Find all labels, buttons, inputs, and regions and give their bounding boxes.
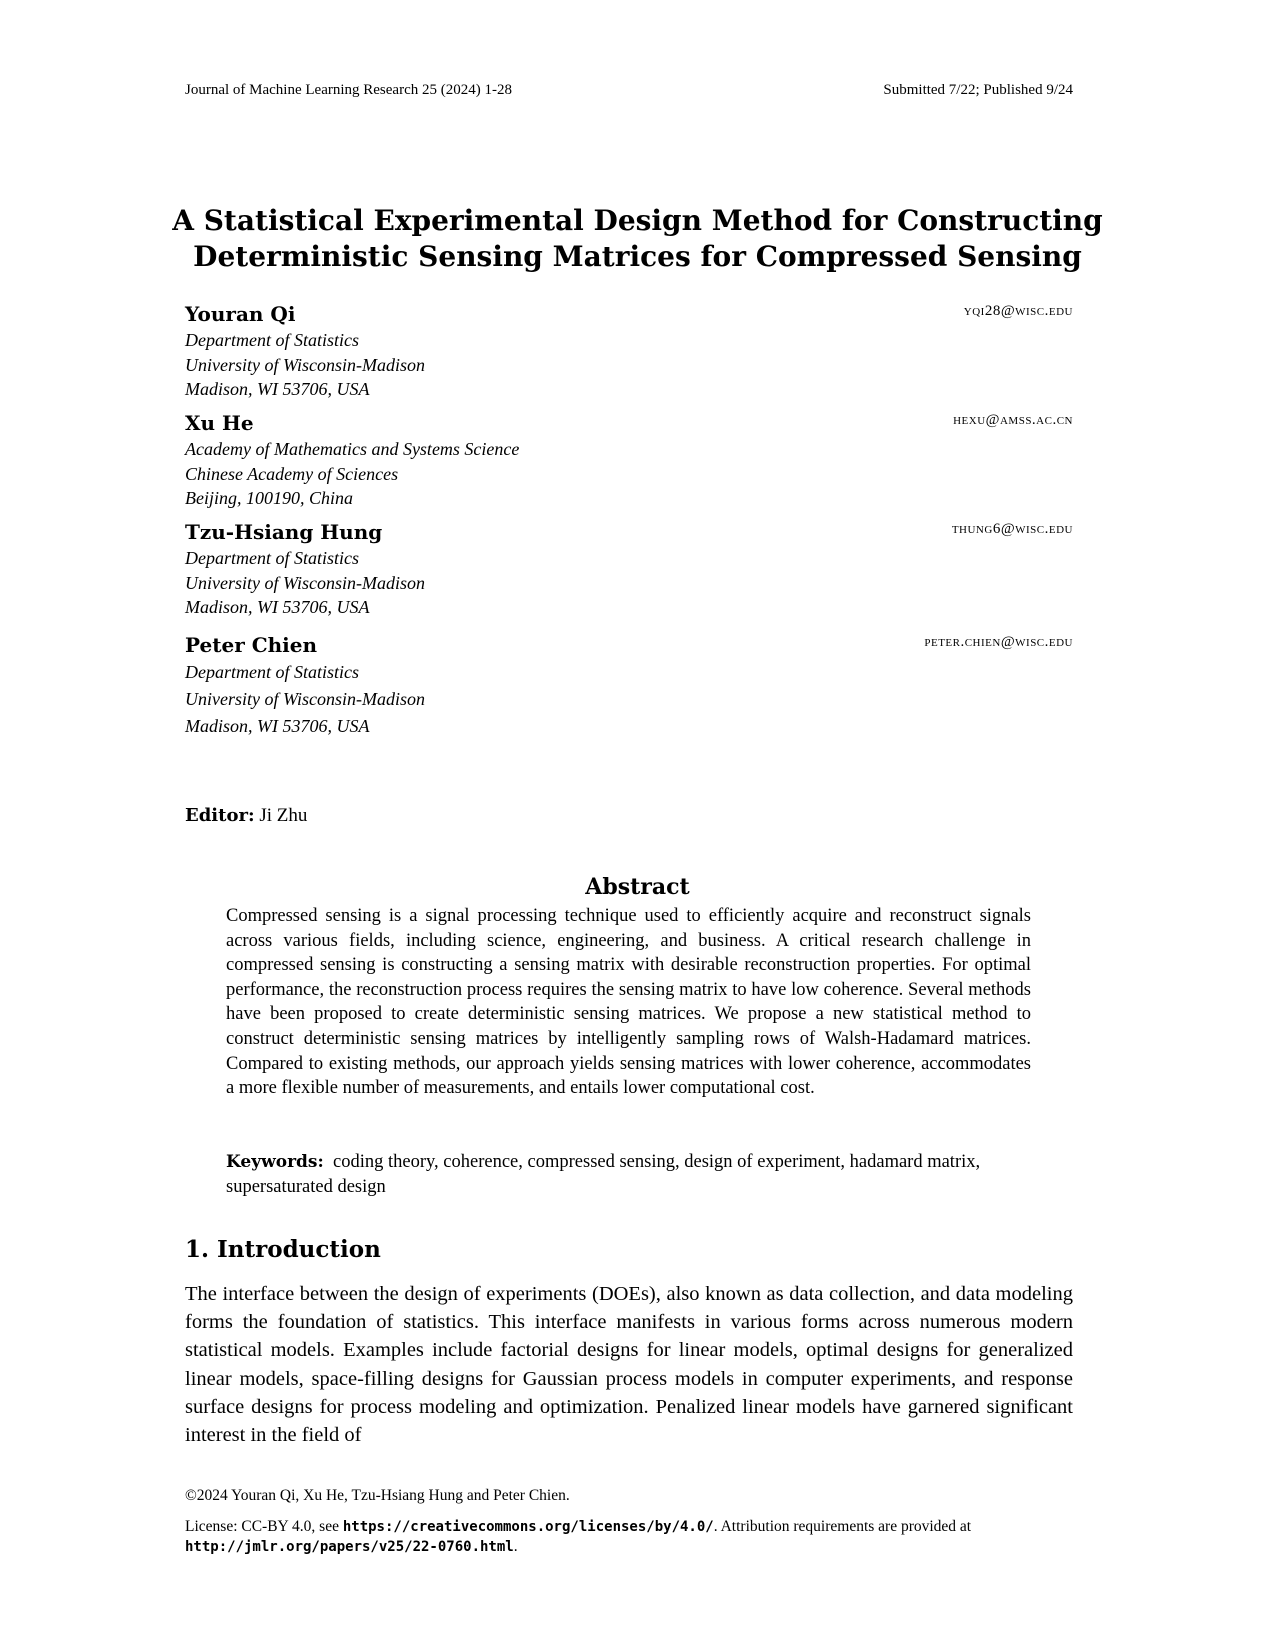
affiliation-line: Madison, WI 53706, USA <box>185 716 370 736</box>
keywords-label: Keywords: <box>226 1152 324 1172</box>
journal-header: Journal of Machine Learning Research 25 (2024) 1-28 <box>185 82 512 98</box>
affiliation-line: Chinese Academy of Sciences <box>185 463 399 484</box>
affiliation-line: University of Wisconsin-Madison <box>185 689 425 709</box>
author-email: yqi28@wisc.edu <box>963 303 1073 319</box>
affiliation-line: Beijing, 100190, China <box>185 488 353 508</box>
license-notice <box>185 1517 1075 1557</box>
author-email: thung6@wisc.edu <box>951 521 1073 537</box>
paper-title <box>150 203 1125 275</box>
keywords <box>226 1150 1031 1199</box>
title-line-2: Deterministic Sensing Matrices for Compressed Sensing <box>193 240 1082 273</box>
abstract-heading: Abstract <box>585 874 690 900</box>
attribution-link[interactable]: http://jmlr.org/papers/v25/22-0760.html <box>185 1539 514 1555</box>
affiliation-line: Department of Statistics <box>185 548 359 568</box>
author-name: Youran Qi <box>185 302 296 326</box>
title-line-1: A Statistical Experimental Design Method for Constructing <box>172 204 1103 237</box>
author-name: Xu He <box>185 411 254 435</box>
license-prefix: License: CC-BY 4.0, see <box>185 1518 339 1535</box>
abstract-text: Compressed sensing is a signal processing technique used to efficiently acquire and reconstruct signals across various fields, including science, engineering, and business. A critical research challenge in compressed sensing is constructing a sensing matrix with desirable reconstruction properties. For optimal performance, the reconstruction process requires the sensing matrix to have low coherence. Several methods have been proposed to create deterministic sensing matrices. We propose a new statistical method to construct deterministic sensing matrices by intelligently sampling rows of Walsh-Hadamard matrices. Compared to existing methods, our approach yields sensing matrices with lower coherence, accommodates a more flexible number of measurements, and entails lower computational cost. <box>226 906 1031 1099</box>
submission-dates: Submitted 7/22; Published 9/24 <box>883 82 1073 98</box>
section-heading: 1. Introduction <box>185 1236 381 1263</box>
editor-line <box>185 805 307 827</box>
editor-name: Ji Zhu <box>259 805 308 826</box>
license-end: . <box>513 1538 518 1555</box>
keywords-list: coding theory, coherence, compressed sensing, design of experiment, hadamard matrix, supersaturated design <box>226 1152 981 1197</box>
license-mid: . Attribution requirements are provided at <box>713 1518 972 1535</box>
author-email: peter.chien@wisc.edu <box>924 634 1073 650</box>
affiliation-line: Department of Statistics <box>185 662 359 682</box>
author-block <box>185 301 1073 402</box>
author-block <box>185 410 1073 511</box>
author-block <box>185 519 1073 620</box>
affiliation-line: Academy of Mathematics and Systems Science <box>185 439 520 459</box>
section-body: The interface between the design of experiments (DOEs), also known as data collection, and data modeling forms the foundation of statistics. This interface manifests in various forms across numerous modern statistical models. Examples include factorial designs for linear models, optimal designs for generalized linear models, space-filling designs for Gaussian process models in computer experiments, and response surface designs for process modeling and optimization. Penalized linear models have garnered significant interest in the field of <box>185 1283 1073 1447</box>
author-email: hexu@amss.ac.cn <box>953 412 1073 428</box>
author-block <box>185 632 1073 740</box>
affiliation-line: Madison, WI 53706, USA <box>185 379 370 399</box>
affiliation-line: University of Wisconsin-Madison <box>185 572 425 593</box>
copyright-notice: ©2024 Youran Qi, Xu He, Tzu-Hsiang Hung and Peter Chien. <box>185 1487 570 1504</box>
affiliation-line: Madison, WI 53706, USA <box>185 597 370 617</box>
author-name: Peter Chien <box>185 633 318 657</box>
editor-label: Editor: <box>185 805 255 826</box>
license-link[interactable]: https://creativecommons.org/licenses/by/4.0/ <box>342 1519 714 1535</box>
author-name: Tzu-Hsiang Hung <box>185 520 383 544</box>
affiliation-line: University of Wisconsin-Madison <box>185 354 425 375</box>
affiliation-line: Department of Statistics <box>185 330 359 350</box>
